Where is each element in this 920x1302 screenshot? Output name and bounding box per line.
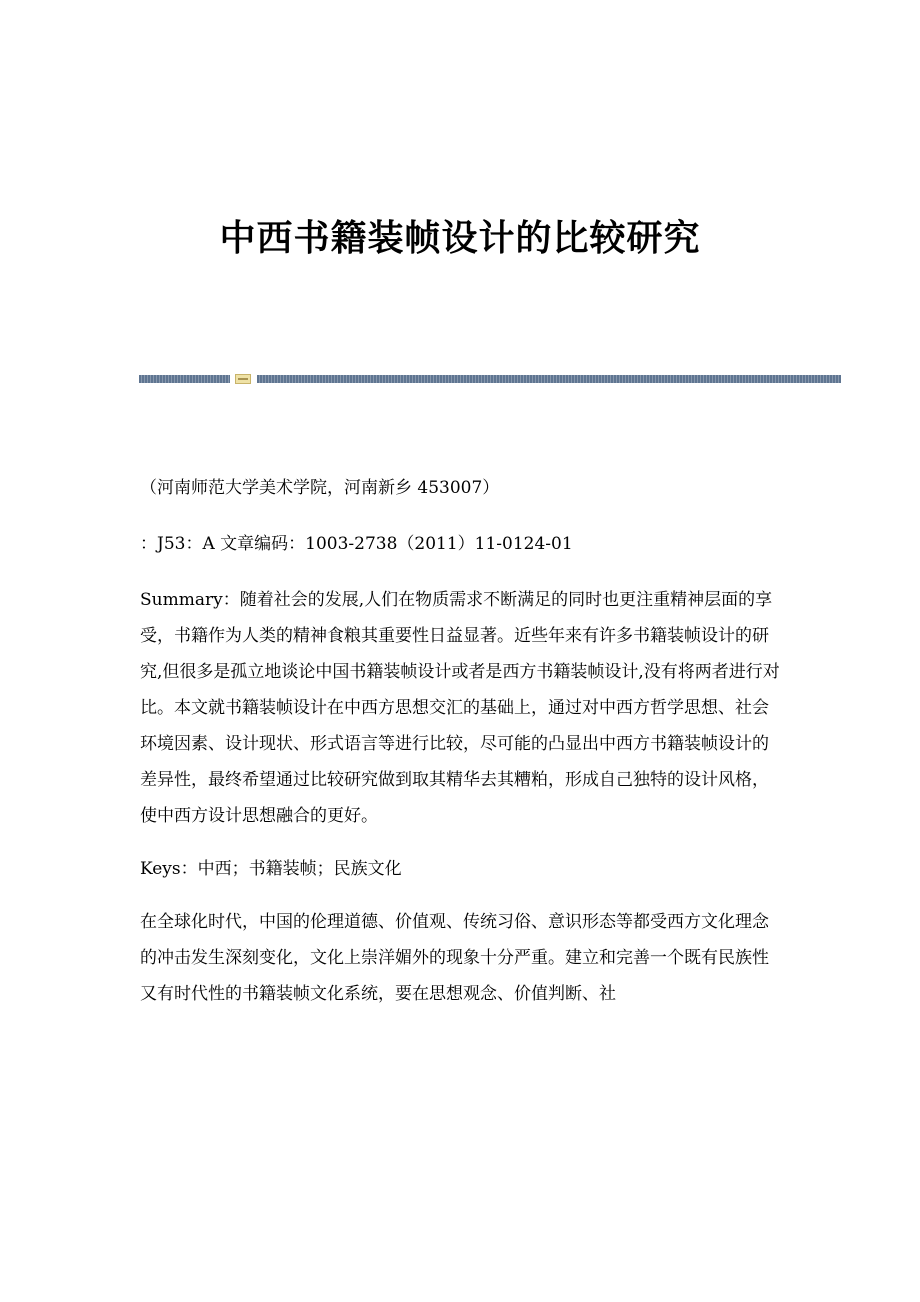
divider-bar-left <box>139 375 230 383</box>
summary-text: 随着社会的发展,人们在物质需求不断满足的同时也更注重精神层面的享受，书籍作为人类的精神食粮其重要性日益显著。近些年来有许多书籍装帧设计的研究,但很多是孤立地谈论中国书籍装帧设计或者是西方书籍装帧设计,没有将两者进行对比。本文就书籍装帧设计在中西方思想交汇的基础上，通过对中西方哲学思想、社会环境因素、设计现状、形式语言等进行比较，尽可能的凸显出中西方书籍装帧设计的差异性，最终希望通过比较研究做到取其精华去其糟粕，形成自己独特的设计风格，使中西方设计思想融合的更好。 <box>140 590 780 826</box>
classification-line: ：J53：A 文章编码：1003-2738（2011）11-0124-01 <box>140 534 573 554</box>
summary-paragraph <box>140 582 780 834</box>
keys-label: Keys： <box>140 859 198 879</box>
title-divider <box>139 374 841 384</box>
affiliation-line: （河南师范大学美术学院，河南新乡 453007） <box>140 478 500 498</box>
paper-body <box>140 470 780 1012</box>
body-paragraph: 在全球化时代，中国的伦理道德、价值观、传统习俗、意识形态等都受西方文化理念的冲击发生深刻变化，文化上崇洋媚外的现象十分严重。建立和完善一个既有民族性又有时代性的书籍装帧文化系统，要在思想观念、价值判断、社 <box>140 912 769 1004</box>
divider-ornament-icon <box>235 374 251 384</box>
keywords-line <box>140 851 780 887</box>
divider-bar-right <box>257 375 841 383</box>
summary-label: Summary： <box>140 590 240 610</box>
paper-title: 中西书籍装帧设计的比较研究 <box>219 217 701 259</box>
keys-text: 中西；书籍装帧；民族文化 <box>197 859 402 879</box>
